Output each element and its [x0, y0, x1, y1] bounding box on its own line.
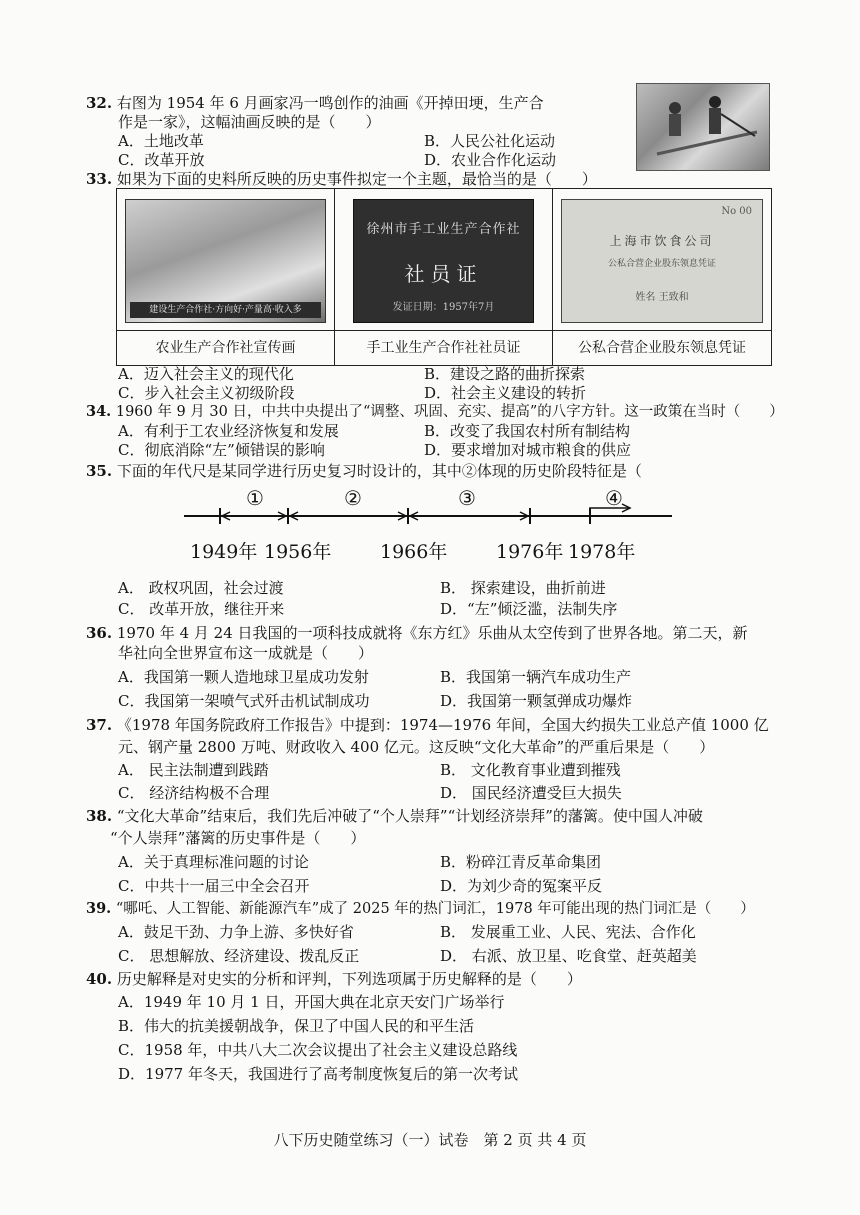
- q33-option-d: D．社会主义建设的转折: [424, 384, 587, 402]
- q38-option-b: B．粉碎江青反革命集团: [440, 853, 602, 871]
- caption-poster: 农业生产合作社宣传画: [117, 330, 334, 365]
- question-32-stem-line1: [86, 93, 544, 113]
- q37-option-c: C． 经济结构极不合理: [118, 784, 270, 802]
- question-text: “哪吒、人工智能、新能源汽车”成了 2025 年的热门词汇，1978 年可能出现的热门词汇是（ ）: [115, 901, 755, 917]
- q36-option-b: B．我国第一辆汽车成功生产: [440, 668, 632, 686]
- q36-option-c: C．我国第一架喷气式歼击机试制成功: [118, 692, 370, 710]
- timeline-year-1976: 1976年: [496, 541, 564, 563]
- q39-option-b: B． 发展重工业、人民、宪法、合作化: [440, 923, 696, 941]
- voucher-holder: 姓名 王致和: [635, 292, 689, 303]
- question-text: 历史解释是对史实的分析和评判，下列选项属于历史解释的是（ ）: [116, 970, 582, 988]
- q34-option-d: D．要求增加对城市粮食的供应: [424, 441, 632, 459]
- painting-figures-illustration: [637, 84, 769, 170]
- timeline-year-1978: 1978年: [568, 541, 636, 563]
- q40-option-d: D．1977 年冬天，我国进行了高考制度恢复后的第一次考试: [118, 1065, 518, 1083]
- question-number: 36.: [86, 624, 113, 642]
- question-text: 《1978 年国务院政府工作报告》中提到：1974—1976 年间，全国大约损失工业总产值 1000 亿: [116, 716, 769, 734]
- question-text: “文化大革命”结束后，我们先后冲破了“个人崇拜”“计划经济崇拜”的藩篱。使中国人冲破: [116, 807, 703, 825]
- q36-option-d: D．我国第一颗氢弹成功爆炸: [440, 692, 633, 710]
- q32-option-a: A．土地改革: [118, 132, 204, 150]
- q32-option-d: D．农业合作化运动: [424, 151, 557, 169]
- segment-4-label: ④: [605, 486, 623, 510]
- question-32-stem-line2: 作是一家》，这幅油画反映的是（ ）: [118, 113, 381, 131]
- oil-painting-image: [636, 83, 770, 171]
- q34-option-a: A．有利于工农业经济恢复和发展: [118, 422, 339, 440]
- material-cell-certificate: [335, 189, 553, 365]
- question-number: 33.: [86, 170, 113, 188]
- q35-option-d: D．“左”倾泛滥，法制失序: [440, 600, 618, 618]
- q34-option-c: C．彻底消除“左”倾错误的影响: [118, 441, 325, 459]
- question-text: 下面的年代尺是某同学进行历史复习时设计的，其中②体现的历史阶段特征是（: [116, 462, 642, 480]
- question-39-stem-line1: [86, 899, 755, 919]
- question-text: 如果为下面的史料所反映的历史事件拟定一个主题，最恰当的是（ ）: [116, 170, 597, 188]
- q36-option-a: A．我国第一颗人造地球卫星成功发射: [118, 668, 369, 686]
- question-number: 35.: [86, 462, 113, 480]
- question-38-stem-line2: “个人崇拜”藩篱的历史事件是（ ）: [110, 829, 366, 847]
- caption-voucher: 公私合营企业股东领息凭证: [553, 330, 771, 365]
- question-35-stem-line1: [86, 461, 642, 481]
- question-34-stem-line1: [86, 402, 784, 422]
- segment-3-label: ③: [458, 486, 476, 510]
- q32-option-b: B．人民公社化运动: [424, 132, 556, 150]
- question-number: 38.: [86, 807, 113, 825]
- timeline-year-1956: 1956年: [264, 541, 332, 563]
- q38-option-c: C．中共十一届三中全会召开: [118, 877, 310, 895]
- q33-option-a: A．迈入社会主义的现代化: [118, 365, 294, 383]
- q39-option-d: D． 右派、放卫星、吃食堂、赶英超美: [440, 947, 697, 965]
- voucher-number: No 00: [721, 206, 752, 217]
- question-36-stem-line2: 华社向全世界宣布这一成就是（ ）: [118, 644, 374, 662]
- q34-option-b: B．改变了我国农村所有制结构: [424, 422, 631, 440]
- poster-slogan: 建设生产合作社·方向好·产量高·收入多: [130, 302, 321, 318]
- q40-option-c: C．1958 年，中共八大二次会议提出了社会主义建设总路线: [118, 1041, 518, 1059]
- q33-option-b: B．建设之路的曲折探索: [424, 365, 586, 383]
- q39-option-c: C． 思想解放、经济建设、拨乱反正: [118, 947, 360, 965]
- question-40-stem-line1: [86, 969, 582, 989]
- question-number: 32.: [86, 94, 113, 112]
- page-footer: 八下历史随堂练习（一）试卷 第 2 页 共 4 页: [273, 1131, 587, 1149]
- question-text: 1970 年 4 月 24 日我国的一项科技成就将《东方红》乐曲从太空传到了世界各地。第二天，新: [116, 624, 748, 642]
- certificate-org-name: 徐州市手工业生产合作社: [366, 222, 521, 237]
- question-number: 39.: [86, 900, 112, 917]
- q33-option-c: C．步入社会主义初级阶段: [118, 384, 295, 402]
- q37-option-a: A． 民主法制遭到践踏: [118, 761, 269, 779]
- question-number: 34.: [86, 403, 112, 420]
- certificate-date: 发证日期：1957年7月: [392, 302, 495, 313]
- historical-materials-table: [116, 188, 772, 366]
- q40-option-a: A．1949 年 10 月 1 日，开国大典在北京天安门广场举行: [118, 993, 505, 1011]
- question-text: 1960 年 9 月 30 日，中共中央提出了“调整、巩固、充实、提高”的八字方针。这一政策在当时（ ）: [115, 404, 784, 420]
- material-cell-share: [553, 189, 771, 365]
- question-number: 37.: [86, 716, 113, 734]
- q38-option-a: A．关于真理标准问题的讨论: [118, 853, 309, 871]
- timeline-year-1949: 1949年: [190, 541, 258, 563]
- q35-option-b: B． 探索建设，曲折前进: [440, 579, 606, 597]
- certificate-title: 社员证: [404, 262, 483, 286]
- question-33-stem-line1: [86, 169, 597, 189]
- q37-option-d: D． 国民经济遭受巨大损失: [440, 784, 622, 802]
- q35-option-c: C． 改革开放，继往开来: [118, 600, 285, 618]
- dividend-voucher-image: [561, 199, 763, 323]
- question-38-stem-line1: [86, 806, 703, 826]
- voucher-company: 上海市饮食公司: [609, 234, 715, 248]
- caption-certificate: 手工业生产合作社社员证: [335, 330, 552, 365]
- question-text: 右图为 1954 年 6 月画家冯一鸣创作的油画《开掉田埂，生产合: [116, 94, 544, 112]
- q32-option-c: C．改革开放: [118, 151, 205, 169]
- timeline-year-1966: 1966年: [380, 541, 448, 563]
- member-certificate-image: [353, 199, 534, 323]
- q37-option-b: B． 文化教育事业遭到摧残: [440, 761, 621, 779]
- cooperative-poster-image: [125, 199, 326, 323]
- q40-option-b: B．伟大的抗美援朝战争，保卫了中国人民的和平生活: [118, 1017, 475, 1035]
- question-number: 40.: [86, 970, 113, 988]
- q35-option-a: A． 政权巩固，社会过渡: [118, 579, 284, 597]
- segment-2-label: ②: [344, 486, 362, 510]
- voucher-title: 公私合营企业股东领息凭证: [607, 259, 716, 269]
- question-37-stem-line2: 元、钢产量 2800 万吨、财政收入 400 亿元。这反映“文化大革命”的严重后果是（ ）: [118, 738, 715, 756]
- segment-1-label: ①: [246, 486, 264, 510]
- q39-option-a: A．鼓足干劲、力争上游、多快好省: [118, 923, 354, 941]
- question-37-stem-line1: [86, 715, 769, 735]
- material-cell-poster: [117, 189, 335, 365]
- question-36-stem-line1: [86, 623, 748, 643]
- q38-option-d: D．为刘少奇的冤案平反: [440, 877, 603, 895]
